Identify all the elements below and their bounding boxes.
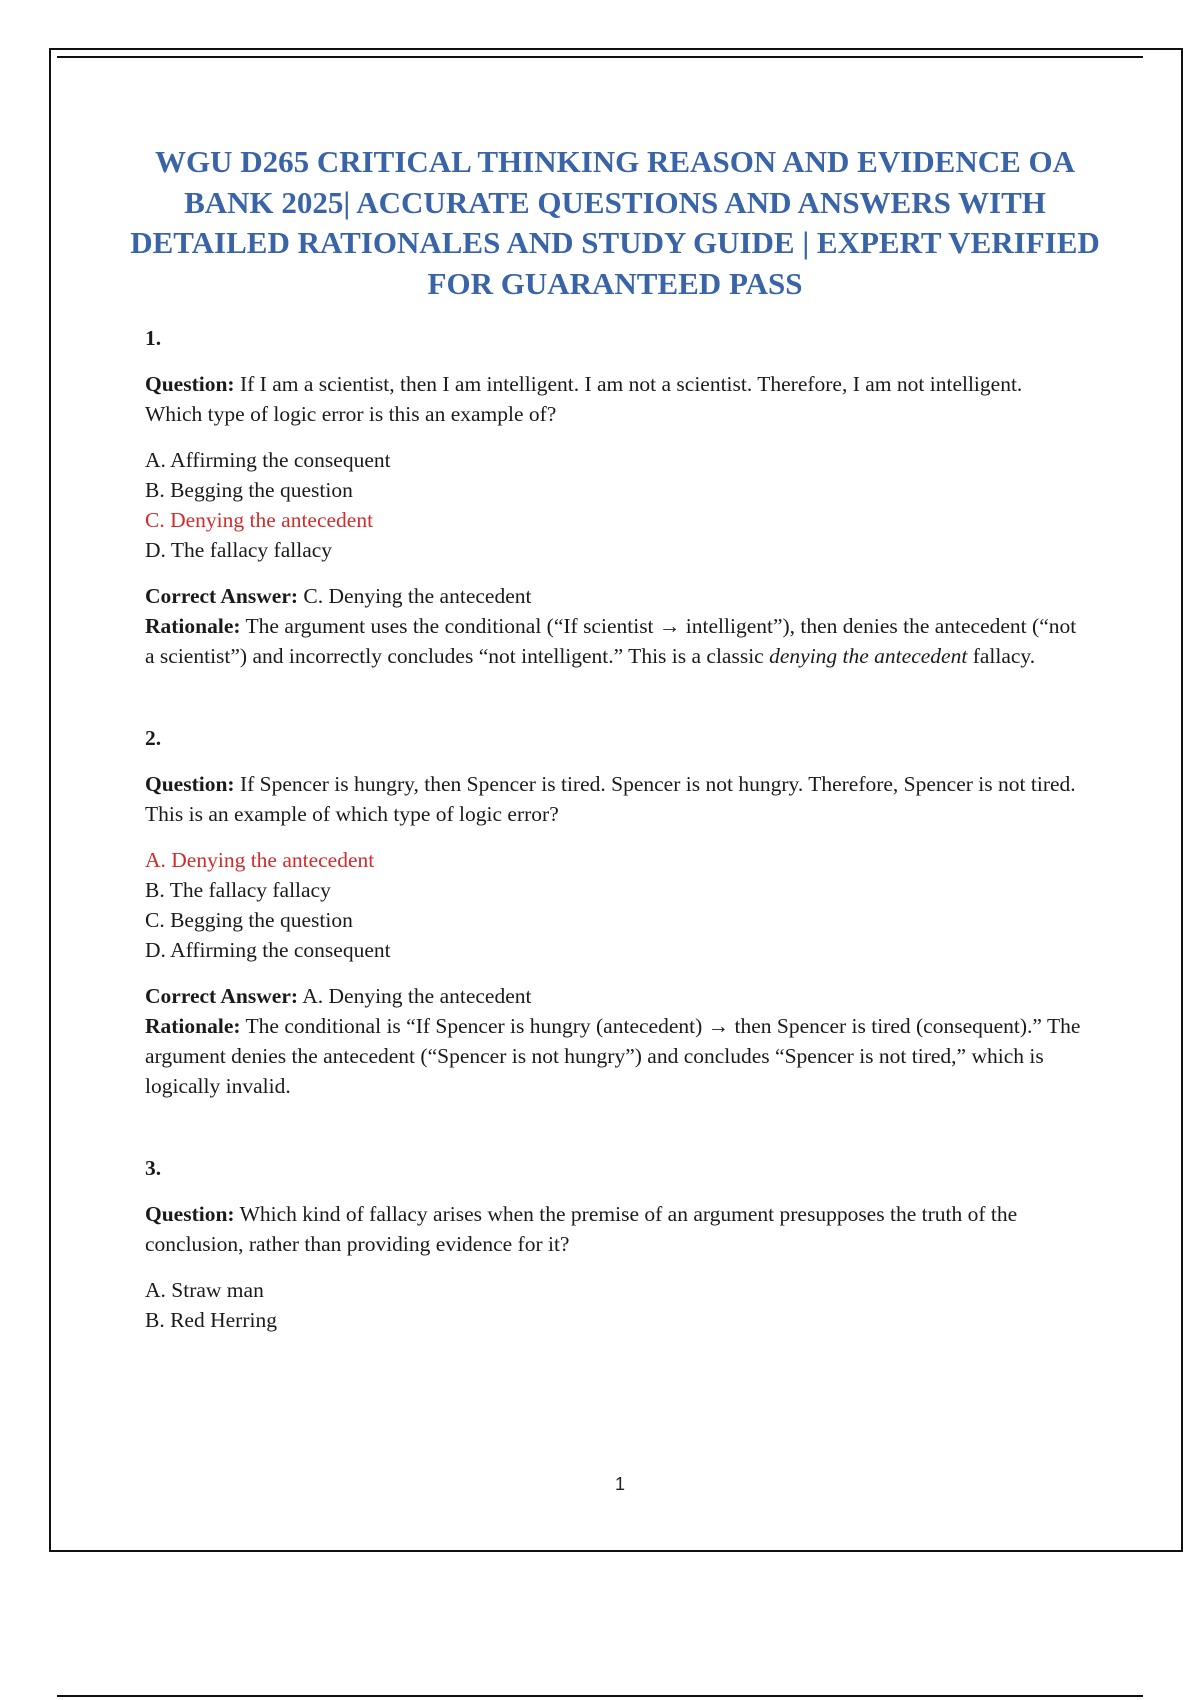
rationale-text: The argument uses the conditional (“If scientist → intelligent”), then denies the antecedent (“not a scientist”) and incorrectly concludes “not intelligent.” This is a classic [145, 614, 1077, 668]
option-b: B. The fallacy fallacy [145, 878, 331, 902]
option-b: B. Red Herring [145, 1308, 277, 1332]
answer-options [145, 845, 1085, 965]
question-prompt: If I am a scientist, then I am intelligent. I am not a scientist. Therefore, I am not intelligent. [239, 372, 1023, 396]
question-subprompt: This is an example of which type of logic error? [145, 802, 559, 826]
correct-answer [145, 981, 1085, 1011]
option-d: D. Affirming the consequent [145, 938, 391, 962]
question-3 [145, 1153, 1085, 1335]
answer-options [145, 445, 1085, 565]
rationale-emphasis: denying the antecedent [769, 644, 968, 668]
option-a-correct: A. Denying the antecedent [145, 848, 375, 872]
question-prompt: If Spencer is hungry, then Spencer is tired. Spencer is not hungry. Therefore, Spencer is not tired. [239, 772, 1076, 796]
question-label: Question: [145, 1202, 235, 1226]
rationale [145, 611, 1085, 671]
correct-answer-value: A. Denying the antecedent [302, 984, 532, 1008]
rationale-text: The conditional is “If Spencer is hungry (antecedent) → then Spencer is tired (consequent).” The argument denies the antecedent (“Spencer is not hungry”) and concludes “Spencer is not tired,” which is logically invalid. [145, 1014, 1081, 1098]
page-number: 1 [614, 1474, 625, 1494]
question-list [145, 323, 1085, 1351]
option-c: C. Begging the question [145, 908, 353, 932]
question-2 [145, 723, 1085, 1101]
option-b: B. Begging the question [145, 478, 353, 502]
option-a: A. Affirming the consequent [145, 448, 391, 472]
correct-answer [145, 581, 1085, 611]
question-label: Question: [145, 772, 235, 796]
question-text [145, 1199, 1085, 1259]
correct-answer-label: Correct Answer: [145, 984, 299, 1008]
question-text [145, 369, 1085, 429]
top-rule [57, 56, 1143, 58]
rationale-label: Rationale: [145, 614, 241, 638]
question-text [145, 769, 1085, 829]
option-a: A. Straw man [145, 1278, 264, 1302]
question-number: 2. [145, 726, 162, 750]
document-title: WGU D265 CRITICAL THINKING REASON AND EVIDENCE OA BANK 2025| ACCURATE QUESTIONS AND ANSWERS WITH DETAILED RATIONALES AND STUDY GUIDE | EXPERT VERIFIED FOR GUARANTEED PASS [130, 144, 1100, 301]
rationale-text-end: fallacy. [967, 644, 1036, 668]
answer-options [145, 1275, 1085, 1335]
question-number: 3. [145, 1156, 162, 1180]
question-number: 1. [145, 326, 162, 350]
question-label: Question: [145, 372, 235, 396]
correct-answer-value: C. Denying the antecedent [303, 584, 532, 608]
rationale-label: Rationale: [145, 1014, 241, 1038]
question-1 [145, 323, 1085, 671]
question-subprompt: Which type of logic error is this an example of? [145, 402, 557, 426]
option-c-correct: C. Denying the antecedent [145, 508, 374, 532]
question-prompt: Which kind of fallacy arises when the premise of an argument presupposes the truth of the conclusion, rather than providing evidence for it? [145, 1202, 1018, 1256]
rationale [145, 1011, 1085, 1101]
bottom-rule [57, 1695, 1143, 1697]
correct-answer-label: Correct Answer: [145, 584, 299, 608]
option-d: D. The fallacy fallacy [145, 538, 333, 562]
